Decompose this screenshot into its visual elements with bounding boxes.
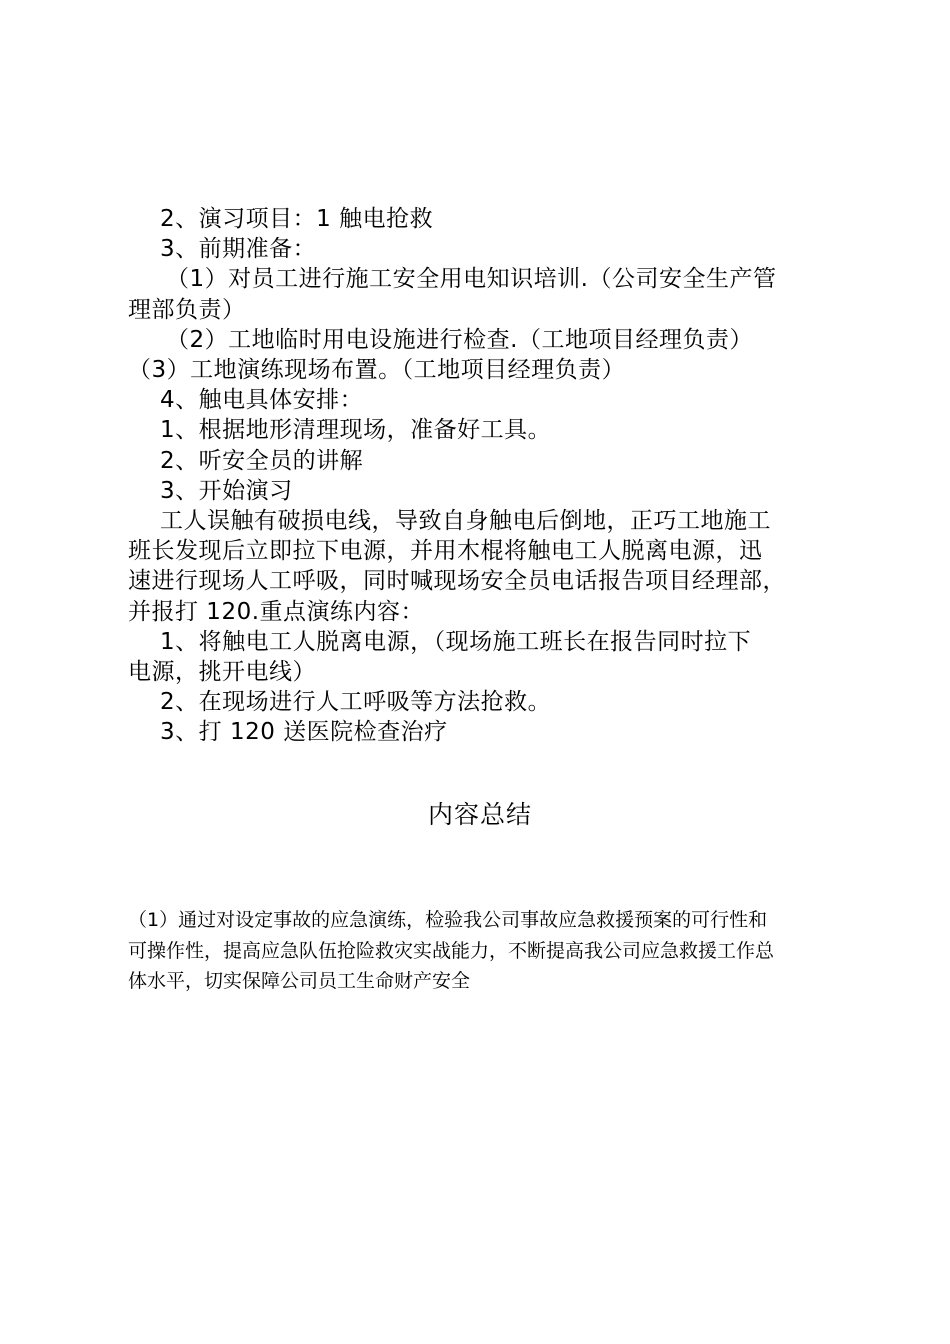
preparation-item-3: （3）工地演练现场布置。（工地项目经理负责） xyxy=(128,357,626,384)
summary-line: （1）通过对设定事故的应急演练，检验我公司事故应急救援预案的可行性和 xyxy=(128,909,768,931)
preparation-heading: 3、前期准备： xyxy=(160,236,317,263)
preparation-item-1-cont: 理部负责） xyxy=(128,296,246,323)
preparation-item-2: （2）工地临时用电设施进行检查.（工地项目经理负责） xyxy=(166,326,753,353)
summary-line: 可操作性，提高应急队伍抢险救灾实战能力，不断提高我公司应急救援工作总 xyxy=(128,939,775,962)
summary-paragraph xyxy=(128,905,838,997)
summary-line: 体水平，切实保障公司员工生命财产安全 xyxy=(128,970,471,992)
arrangement-step-1: 1、根据地形清理现场，准备好工具。 xyxy=(160,417,552,444)
key-content-item-1: 1、将触电工人脱离电源，（现场施工班长在报告同时拉下 xyxy=(160,628,752,655)
preparation-item-1: （1）对员工进行施工安全用电知识培训.（公司安全生产管 xyxy=(166,266,777,293)
summary-title: 内容总结 xyxy=(427,800,532,829)
scenario-paragraph-line: 工人误触有破损电线，导致自身触电后倒地，正巧工地施工 xyxy=(160,508,771,535)
scenario-paragraph-line: 班长发现后立即拉下电源，并用木棍将触电工人脱离电源，迅 xyxy=(128,538,763,565)
key-content-item-2: 2、在现场进行人工呼吸等方法抢救。 xyxy=(160,689,552,716)
scenario-paragraph-line: 速进行现场人工呼吸，同时喊现场安全员电话报告项目经理部， xyxy=(128,568,786,595)
key-content-item-3: 3、打 120 送医院检查治疗 xyxy=(160,719,448,746)
scenario-paragraph-line: 并报打 120.重点演练内容： xyxy=(128,598,425,625)
arrangement-step-2: 2、听安全员的讲解 xyxy=(160,447,364,474)
arrangement-step-3: 3、开始演习 xyxy=(160,477,293,504)
key-content-item-1-cont: 电源，挑开电线） xyxy=(128,659,316,686)
arrangement-heading: 4、触电具体安排： xyxy=(160,387,364,414)
drill-item-line: 2、演习项目：1 触电抢救 xyxy=(160,206,434,232)
drill-plan-body xyxy=(128,204,848,748)
